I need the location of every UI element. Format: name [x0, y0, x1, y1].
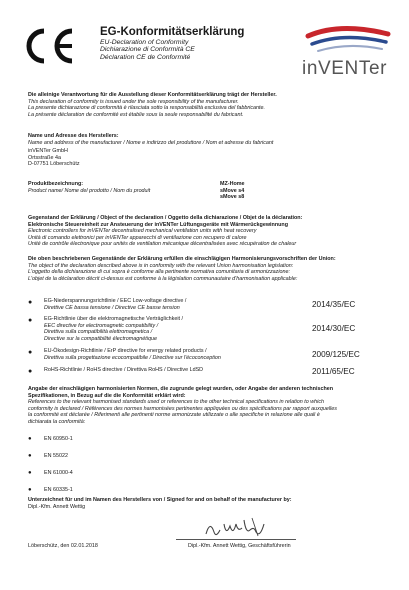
logo-wordmark: inVENTer — [302, 58, 388, 79]
standards-intro-line: dichiarata la conformità: — [28, 418, 86, 425]
standards-intro-line: conformity is declared / Références des normes harmonisées pertinentes appliquées ou des spécifications par rapport auxquelles — [28, 405, 337, 412]
standard-code: EN 60950-1 — [44, 436, 73, 442]
responsibility-fr: La présente déclaration de conformité est établie sous la seule responsabilité du fabricant. — [28, 111, 244, 118]
bullet-icon: ● — [28, 299, 33, 306]
bullet-icon: ● — [28, 368, 33, 375]
subtitle-fr: Déclaration CE de Conformité — [100, 53, 191, 61]
subtitle-it: Dichiarazione di Conformità CE — [100, 46, 195, 54]
product-label-translations: Product name/ Nome del prodotto / Nom du produit — [28, 187, 151, 194]
bullet-icon: ● — [28, 349, 33, 356]
responsibility-it: La presente dichiarazione di conformità è rilasciata sotto la responsabilità esclusiva del fabbricante. — [28, 105, 266, 112]
manufacturer-street: Ortsstraße 4a — [28, 154, 61, 161]
signature-line — [176, 539, 296, 540]
signer-name: Dipl.-Kfm. Annett Wettig — [28, 503, 86, 510]
object-line-en: Electronic controllers for inVENTer decentralised mechanical ventilation units with heat recovery — [28, 228, 257, 235]
object-block — [28, 215, 302, 248]
place-and-date: Löberschütz, den 02.01.2018 — [28, 543, 98, 549]
product-value: sMove s4 — [220, 187, 245, 194]
object-line-it: Unità di comando elettronici per inVENTer apparecchi di ventilazione con recupero di calore — [28, 234, 247, 241]
standards-intro-line: References to the relevant harmonised standards used or references to the other technical specifications in relation to which — [28, 399, 325, 406]
object-heading: Gegenstand der Erklärung / Object of the declaration / Oggetto della dichiarazione / Objet de la déclaration: — [28, 215, 303, 221]
manufacturer-name: inVENTer GmbH — [28, 148, 68, 155]
directive-code: 2011/65/EC — [312, 367, 355, 376]
standards-intro-line: Angabe der einschlägigen harmonisierten Normen, die zugrunde gelegt wurden, oder Angabe der anderen technischen — [28, 386, 334, 392]
directive-text: EG-Niederspannungsrichtlinie / EEC Low-voltage directive / — [44, 298, 187, 304]
directive-text: EU-Ökodesign-Richtlinie / ErP directive for energy related products / — [44, 348, 207, 354]
harmonisation-line-fr: L'objet de la déclaration décrit ci-dessus est conforme à la législation communautaire d'harmonisation applicable: — [28, 275, 298, 282]
object-line-fr: Unité de contrôle électronique pour unités de ventilation mécanique décentralisées avec récupération de chaleur — [28, 241, 297, 248]
product-label: Produktbezeichnung: — [28, 181, 84, 187]
product-value: sMove s8 — [220, 194, 245, 201]
manufacturer-block — [28, 133, 273, 168]
standard-code: EN 61000-4 — [44, 470, 73, 476]
signed-block — [28, 497, 292, 510]
object-line-de: Elektronische Steuereinheit zur Ansteuerung der inVENTer Lüftungsgeräte mit Wärmerückgewinnung — [28, 221, 288, 228]
manufacturer-label: Name und Adresse des Herstellers: — [28, 133, 119, 139]
responsibility-de: Die alleinige Verantwortung für die Ausstellung dieser Konformitätserklärung trägt der Hersteller. — [28, 92, 277, 98]
bullet-icon: ● — [28, 470, 32, 476]
standards-intro — [28, 386, 337, 426]
directive-code: 2014/30/EC — [312, 324, 356, 333]
harmonisation-line-en: The object of the declaration described above is in conformity with the relevant Union harmonisation legislation: — [28, 262, 294, 269]
directive-code: 2014/35/EC — [312, 300, 356, 309]
manufacturer-city: D-07751 Löberschütz — [28, 161, 80, 168]
bullet-icon: ● — [28, 436, 32, 442]
directive-text: RoHS-Richtlinie / RoHS directive / Direttiva RoHS / Directive LdSD — [44, 367, 204, 373]
directive-code: 2009/125/EC — [312, 350, 360, 359]
bullet-icon: ● — [28, 487, 32, 493]
harmonisation-block — [28, 256, 336, 282]
directive-text: EEC directive for electromagnetic compatibility / — [44, 322, 159, 329]
ce-mark-logo — [22, 27, 78, 65]
subtitle-en: EU-Declaration of Conformity — [100, 39, 189, 46]
product-value: MZ-Home — [220, 181, 245, 187]
handwritten-signature — [200, 512, 270, 542]
product-values — [220, 181, 245, 201]
responsibility-en: This declaration of conformity is issued under the sole responsibility of the manufacturer. — [28, 98, 239, 105]
product-label-block — [28, 181, 150, 194]
standards-intro-line: la conformité est déclarée / Riferimenti alle pertinenti norme armonizzate utilizzate o alle specifiche in relazione alle quali è — [28, 412, 320, 419]
bullet-icon: ● — [28, 317, 33, 324]
harmonisation-heading: Die oben beschriebenen Gegenstände der Erklärung erfüllen die einschlägigen Harmonisierungsvorschriften der Union: — [28, 256, 336, 262]
directive-text: EG-Richtlinie über die elektromagnetische Verträglichkeit / — [44, 316, 184, 322]
title-block — [100, 26, 244, 61]
signed-line: Unterzeichnet für und im Namen des Herstellers von / Signed for and on behalf of the manufacturer by: — [28, 497, 292, 503]
document-title: EG-Konformitätserklärung — [100, 26, 245, 38]
inventer-logo — [300, 24, 396, 80]
directive-text: Directive sur la compatibilité électromagnétique — [44, 335, 157, 342]
signature-caption: Dipl.-Kfm. Annett Wettig, Geschäftsführerin — [188, 543, 291, 549]
responsibility-block — [28, 92, 277, 118]
directive-text: Direttive CE bassa tensione / Directive CE basse tension — [44, 304, 180, 311]
standard-code: EN 60335-1 — [44, 487, 73, 493]
directive-text: Direttiva sulla compatibilità elettromagnetica / — [44, 329, 153, 336]
standard-code: EN 55022 — [44, 453, 68, 459]
manufacturer-label-translations: Name and address of the manufacturer / Nome e indirizzo del produttore / Nom et adresse du fabricant — [28, 139, 274, 146]
harmonisation-line-it: L'oggetto della dichiarazione di cui sopra è conforme alla pertinente normativa comunitaria di armonizzazione: — [28, 269, 291, 276]
directive-text: Direttiva sulla progettazione ecocompatibile / Directive sur l'écoconception — [44, 354, 221, 361]
standards-intro-line: Spezifikationen, in Bezug auf die die Konformität erklärt wird: — [28, 392, 186, 399]
bullet-icon: ● — [28, 453, 32, 459]
